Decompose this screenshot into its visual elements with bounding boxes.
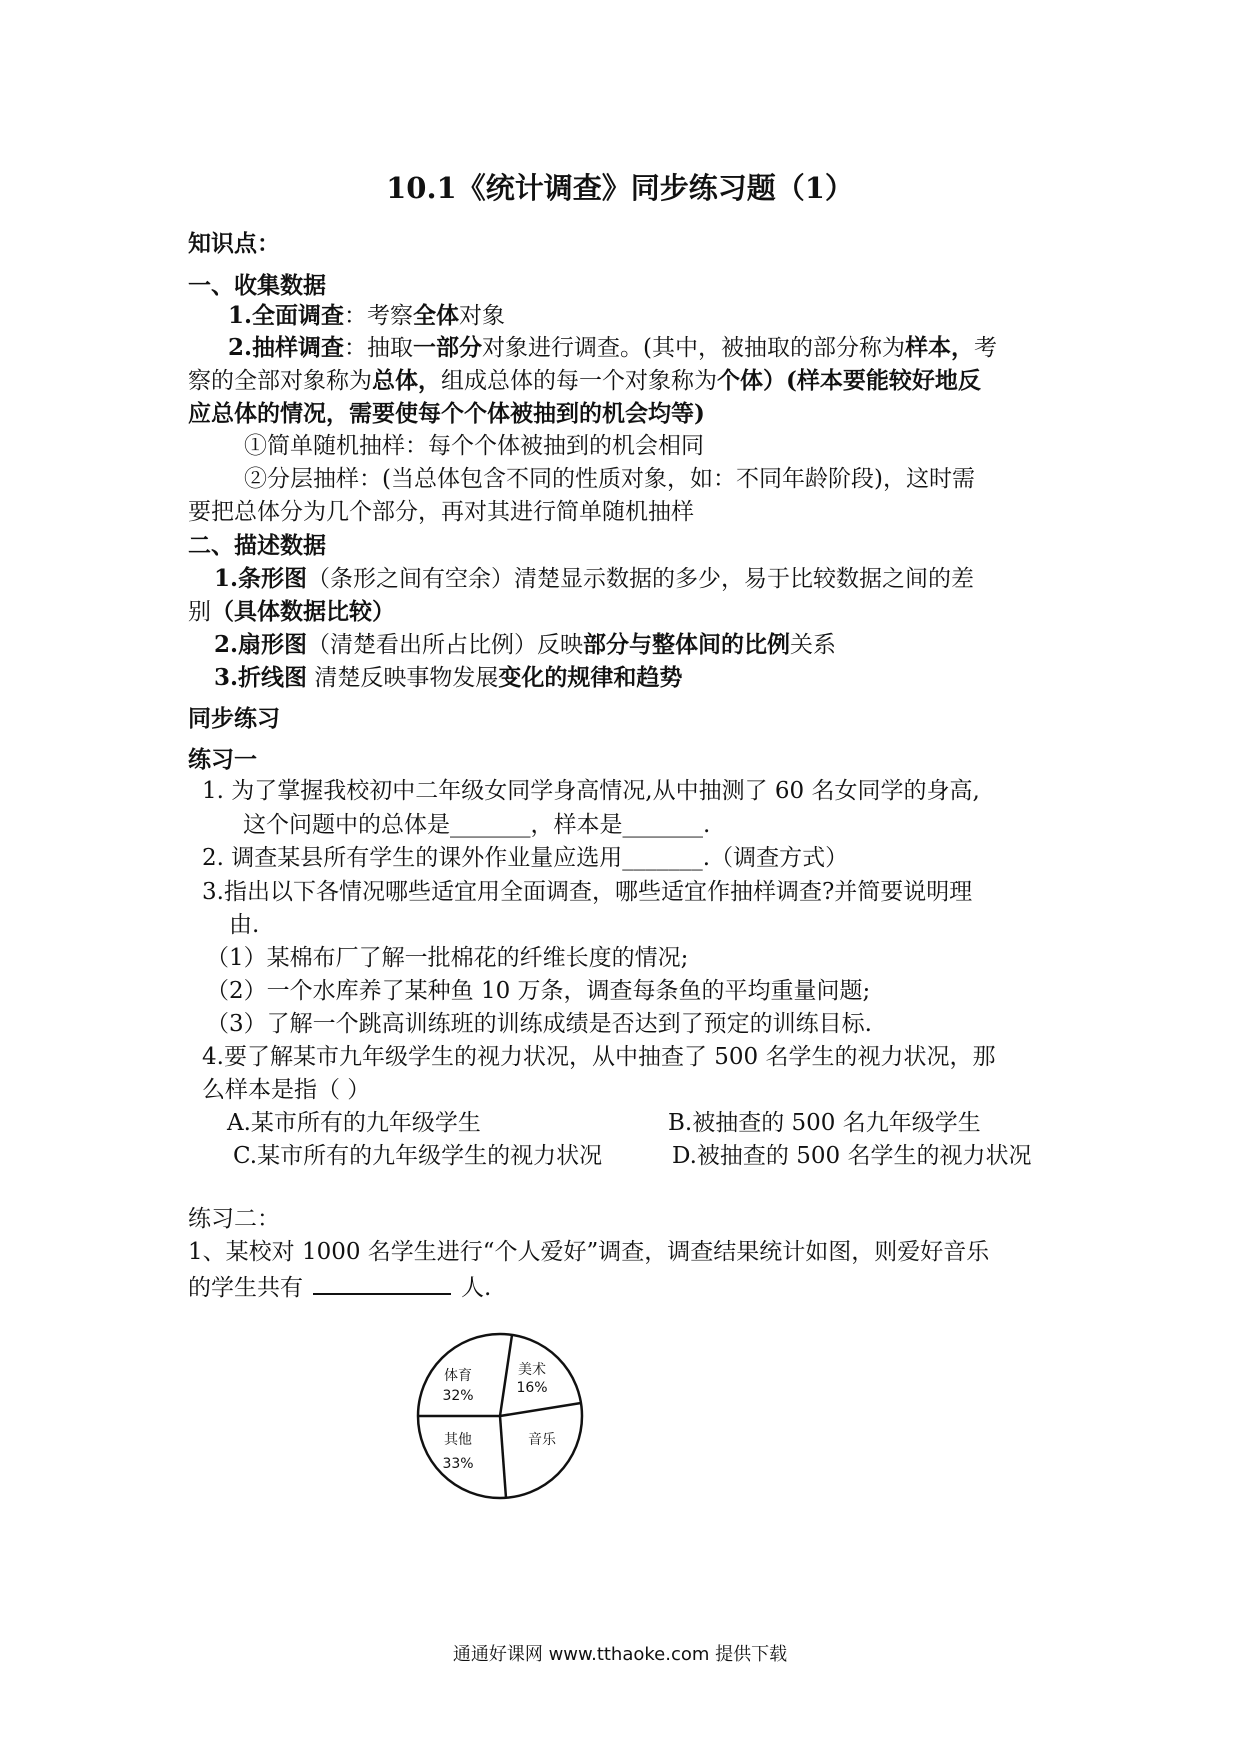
bar-chart-line1	[214, 565, 974, 594]
section-collect-data: 一、收集数据	[188, 272, 326, 299]
q2: 2. 调查某县所有学生的课外作业量应选用_______.（调查方式）	[202, 845, 849, 871]
item-census	[228, 302, 505, 331]
stratified-sampling-line1: ②分层抽样：(当总体包含不同的性质对象，如：不同年龄阶段)，这时需	[244, 466, 975, 492]
pie-chart-text: （清楚看出所占比例）反映	[307, 632, 584, 658]
sampling-text-1: ：抽取	[344, 335, 414, 361]
practice-heading: 同步练习	[188, 705, 280, 732]
pie-chart-desc	[214, 631, 836, 660]
slice-label-music: 音乐	[528, 1432, 556, 1448]
q4-option-a: A.某市所有的九年级学生	[227, 1110, 481, 1136]
slice-pct-sport: 32%	[442, 1388, 474, 1404]
bar-chart-label: 1.条形图	[214, 565, 308, 592]
sampling-bold-2: 样本，	[905, 334, 974, 361]
simple-random-sampling: ①简单随机抽样：每个个体被抽到的机会相同	[244, 433, 704, 459]
census-tail: 对象	[459, 303, 506, 329]
e2-line1: 1、某校对 1000 名学生进行“个人爱好”调查，调查结果统计如图，则爱好音乐	[188, 1239, 990, 1265]
exercise2-heading: 练习二：	[188, 1206, 280, 1232]
sampling-text-3: 考	[974, 335, 997, 361]
census-label: 1.全面调查	[228, 302, 345, 329]
line-chart-text: 清楚反映事物发展	[307, 665, 499, 691]
pie-divider-music-other	[500, 1416, 506, 1498]
hobby-pie-chart	[410, 1326, 590, 1506]
sampling-bold-1: 一部分	[413, 334, 483, 361]
census-text: ：考察	[344, 303, 414, 329]
bar-chart-text: （条形之间有空余）清楚显示数据的多少，易于比较数据之间的差	[307, 566, 975, 592]
slice-pct-other: 33%	[442, 1456, 474, 1472]
q4-option-d: D.被抽查的 500 名学生的视力状况	[672, 1143, 1032, 1169]
line-chart-bold: 变化的规律和趋势	[498, 664, 683, 691]
e2-line2-text: 的学生共有	[188, 1275, 303, 1301]
census-bold: 全体	[413, 302, 460, 329]
slice-label-other: 其他	[444, 1432, 472, 1448]
item-sampling-line1	[228, 334, 997, 363]
q4-line1: 4.要了解某市九年级学生的视力状况，从中抽查了 500 名学生的视力状况，那	[202, 1044, 996, 1070]
sampling-l2-text-1: 察的全部对象称为	[188, 368, 372, 394]
q3-part2: （2）一个水库养了某种鱼 10 万条，调查每条鱼的平均重量问题;	[206, 978, 871, 1004]
q4-option-c: C.某市所有的九年级学生的视力状况	[233, 1143, 603, 1169]
exercise1-heading: 练习一	[188, 746, 257, 773]
bar-chart-l2-bold: （具体数据比较）	[211, 598, 395, 625]
q3-line1: 3.指出以下各情况哪些适宜用全面调查，哪些适宜作抽样调查?并简要说明理	[202, 879, 973, 905]
q1-line2: 这个问题中的总体是_______，样本是_______.	[243, 812, 711, 838]
bar-chart-l2-text: 别	[188, 599, 211, 625]
pie-chart-tail: 关系	[790, 632, 837, 658]
q3-line2: 由.	[229, 912, 260, 938]
sampling-l2-bold-1: 总体，	[372, 367, 441, 394]
pie-divider-sport-art	[500, 1335, 512, 1416]
slice-label-sport: 体育	[444, 1368, 472, 1384]
knowledge-heading: 知识点：	[188, 230, 280, 257]
sampling-l2-text-2: 组成总体的每一个对象称为	[441, 368, 717, 394]
e2-line2	[188, 1273, 491, 1303]
q4-option-b: B.被抽查的 500 名九年级学生	[668, 1110, 981, 1136]
line-chart-label: 3.折线图	[214, 664, 308, 691]
sampling-label: 2.抽样调查	[228, 334, 345, 361]
q3-part1: （1）某棉布厂了解一批棉花的纤维长度的情况;	[206, 945, 689, 971]
stratified-sampling-line2: 要把总体分为几个部分，再对其进行简单随机抽样	[188, 499, 694, 525]
line-chart-desc	[214, 664, 682, 693]
pie-divider-art-music	[500, 1403, 581, 1416]
pie-chart-bold: 部分与整体间的比例	[583, 631, 791, 658]
q3-part3: （3）了解一个跳高训练班的训练成绩是否达到了预定的训练目标.	[206, 1011, 872, 1037]
e2-line2-tail: 人.	[461, 1275, 492, 1301]
slice-label-art: 美术	[518, 1362, 546, 1378]
answer-blank[interactable]	[313, 1273, 451, 1295]
pie-chart-label: 2.扇形图	[214, 631, 308, 658]
sampling-l2-bold-2: 个体）(样本要能较好地反	[717, 367, 981, 394]
item-sampling-line2	[188, 367, 981, 396]
page-footer: 通通好课网 www.tthaoke.com 提供下载	[452, 1644, 788, 1665]
q4-line2: 么样本是指（ ）	[202, 1077, 371, 1103]
slice-pct-art: 16%	[516, 1380, 548, 1396]
item-sampling-line3: 应总体的情况，需要使每个个体被抽到的机会均等)	[188, 400, 705, 427]
bar-chart-line2	[188, 598, 395, 627]
page-title: 10.1《统计调查》同步练习题（1）	[386, 171, 854, 205]
sampling-text-2: 对象进行调查。(其中，被抽取的部分称为	[482, 335, 905, 361]
section-describe-data: 二、描述数据	[188, 532, 326, 559]
q1-line1: 1. 为了掌握我校初中二年级女同学身高情况,从中抽测了 60 名女同学的身高,	[202, 778, 980, 804]
